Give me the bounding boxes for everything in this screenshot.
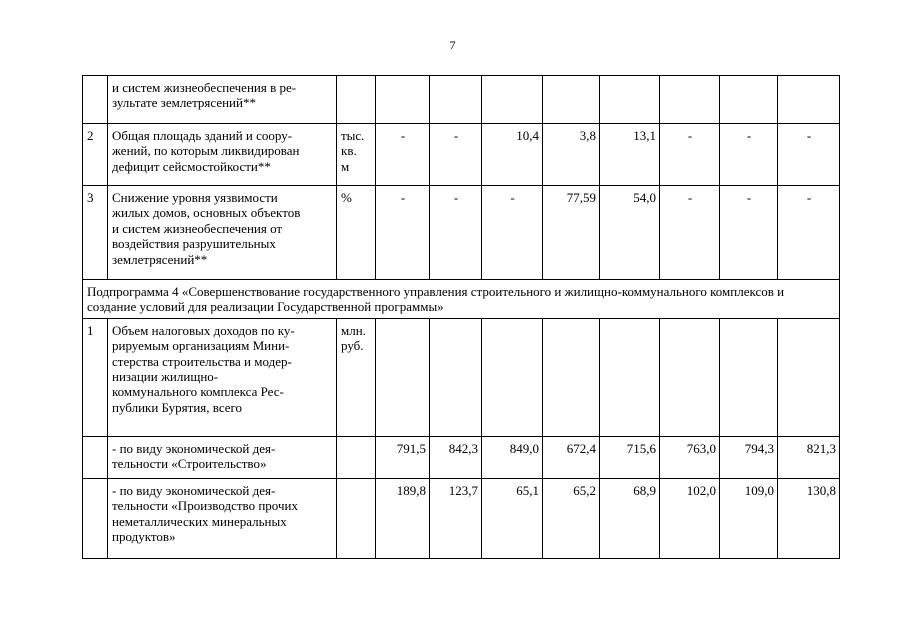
value-cell: - (430, 124, 482, 186)
table-row (83, 76, 840, 124)
value-cell: 54,0 (600, 186, 660, 280)
table-row (83, 186, 840, 280)
value-cell: 109,0 (720, 478, 778, 558)
value-cell: 821,3 (778, 436, 840, 478)
value-cell: 842,3 (430, 436, 482, 478)
page-number: 7 (449, 38, 456, 52)
unit: % (337, 186, 376, 280)
value-cell: 791,5 (376, 436, 430, 478)
value-cell: 763,0 (660, 436, 720, 478)
value-cell: 672,4 (543, 436, 600, 478)
unit (337, 478, 376, 558)
value-cell (778, 318, 840, 436)
table-row (83, 124, 840, 186)
value-cell: - (778, 186, 840, 280)
value-cell: 65,1 (482, 478, 543, 558)
indicator-name: Снижение уровня уязвимости жилых домов, основных объектов и систем жизнеобеспечения от воздействия разрушительных землетрясений** (108, 186, 337, 280)
value-cell: 65,2 (543, 478, 600, 558)
value-cell: 3,8 (543, 124, 600, 186)
unit: млн. руб. (337, 318, 376, 436)
row-index: 2 (83, 124, 108, 186)
value-cell: - (660, 124, 720, 186)
value-cell (660, 76, 720, 124)
row-index (83, 436, 108, 478)
value-cell: - (376, 186, 430, 280)
value-cell: - (720, 186, 778, 280)
value-cell (376, 318, 430, 436)
indicator-name: - по виду экономической дея- тельности «Строительство» (108, 436, 337, 478)
table-row (83, 436, 840, 478)
table-row (83, 478, 840, 558)
value-cell (600, 318, 660, 436)
value-cell (430, 76, 482, 124)
value-cell: 10,4 (482, 124, 543, 186)
value-cell: 123,7 (430, 478, 482, 558)
value-cell: 13,1 (600, 124, 660, 186)
value-cell: - (482, 186, 543, 280)
value-cell (430, 318, 482, 436)
value-cell: 794,3 (720, 436, 778, 478)
indicator-table (82, 75, 840, 559)
value-cell (543, 318, 600, 436)
value-cell: 189,8 (376, 478, 430, 558)
value-cell (720, 76, 778, 124)
row-index (83, 478, 108, 558)
value-cell (660, 318, 720, 436)
value-cell (720, 318, 778, 436)
value-cell: - (720, 124, 778, 186)
value-cell: - (660, 186, 720, 280)
indicator-name: - по виду экономической дея- тельности «Производство прочих неметаллических минеральных продуктов» (108, 478, 337, 558)
value-cell: 102,0 (660, 478, 720, 558)
value-cell (778, 76, 840, 124)
value-cell (482, 318, 543, 436)
row-index (83, 76, 108, 124)
unit (337, 76, 376, 124)
value-cell: - (376, 124, 430, 186)
value-cell: - (778, 124, 840, 186)
row-index: 3 (83, 186, 108, 280)
subprogram-title: Подпрограмма 4 «Совершенствование государственного управления строительного и жилищно-коммунального комплексов и создание условий для реализации Государственной программы» (83, 280, 840, 319)
value-cell: 68,9 (600, 478, 660, 558)
value-cell (600, 76, 660, 124)
value-cell: 130,8 (778, 478, 840, 558)
row-index: 1 (83, 318, 108, 436)
value-cell: 715,6 (600, 436, 660, 478)
value-cell: 77,59 (543, 186, 600, 280)
indicator-name: Общая площадь зданий и соору- жений, по которым ликвидирован дефицит сейсмостойкости** (108, 124, 337, 186)
indicator-name: Объем налоговых доходов по ку- рируемым организациям Мини- стерства строительства и модер- низации жилищно- коммунального комплекса Рес- публики Бурятия, всего (108, 318, 337, 436)
indicator-name: и систем жизнеобеспечения в ре- зультате землетрясений** (108, 76, 337, 124)
subprogram-row (83, 280, 840, 319)
table-row (83, 318, 840, 436)
value-cell (543, 76, 600, 124)
unit: тыс. кв. м (337, 124, 376, 186)
value-cell (482, 76, 543, 124)
value-cell (376, 76, 430, 124)
unit (337, 436, 376, 478)
value-cell: 849,0 (482, 436, 543, 478)
value-cell: - (430, 186, 482, 280)
